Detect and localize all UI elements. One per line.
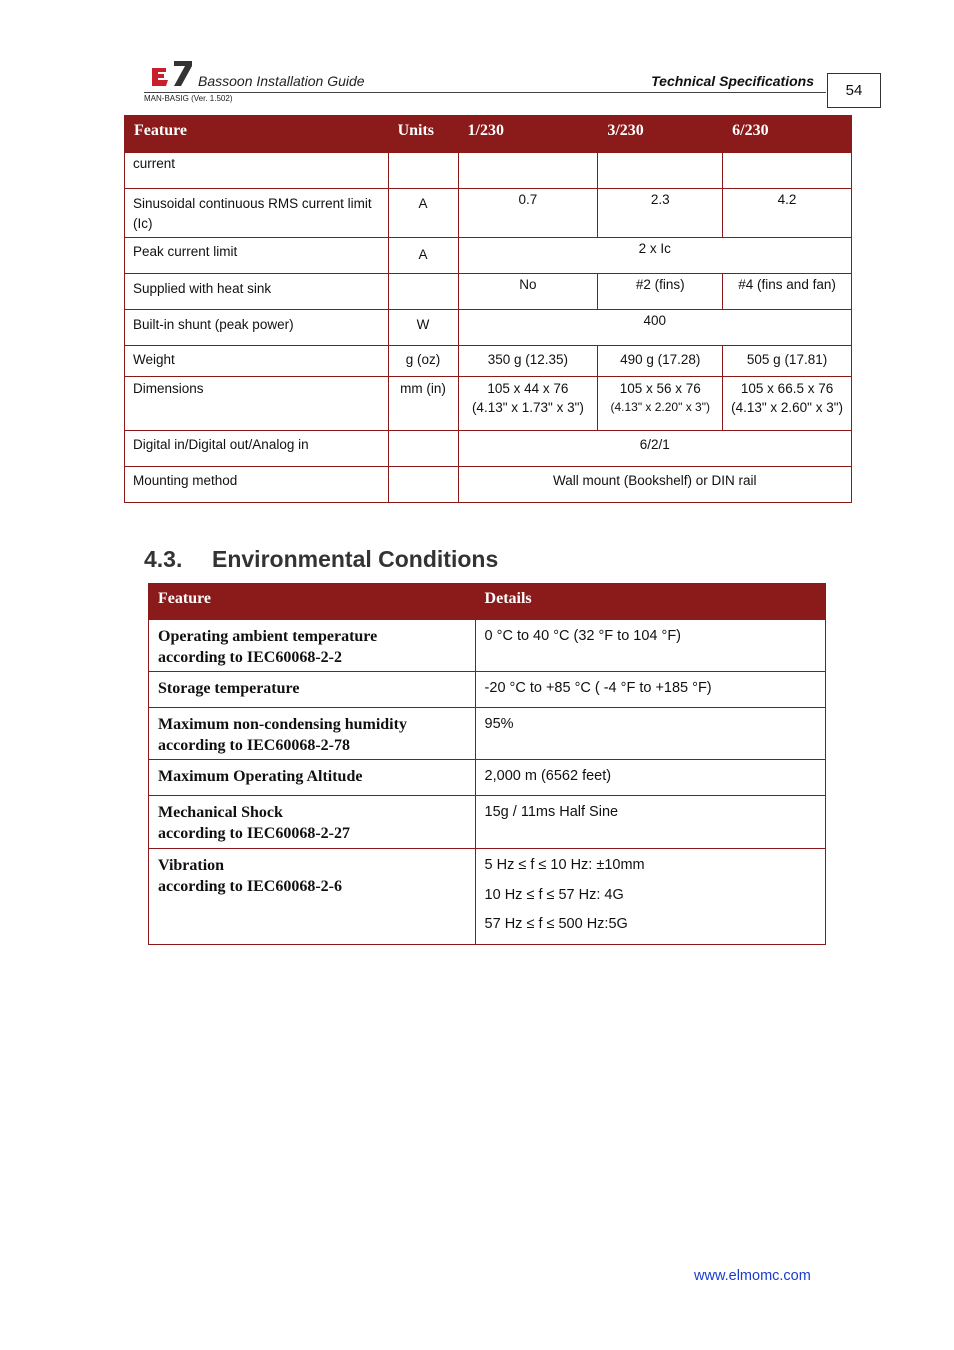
env-feature-cell <box>149 849 476 945</box>
col-header-feature: Feature <box>149 584 476 620</box>
value-cell <box>458 153 598 189</box>
dimension-in: (4.13" x 1.73" x 3") <box>471 400 584 415</box>
table-row <box>125 377 852 431</box>
feature-cell: Built-in shunt (peak power) <box>125 310 389 346</box>
value-cell: 490 g (17.28) <box>598 346 723 377</box>
value-cell-merged: 2 x Ic <box>458 238 851 274</box>
value-cell <box>723 153 852 189</box>
feature-name: Vibration <box>158 857 225 874</box>
feature-standard: according to IEC60068-2-6 <box>158 878 342 895</box>
feature-name: Maximum non-condensing humidity <box>158 716 407 733</box>
table-row <box>125 310 852 346</box>
table-row <box>149 672 826 708</box>
table-row <box>125 431 852 467</box>
feature-cell: Weight <box>125 346 389 377</box>
env-feature-cell <box>149 796 476 849</box>
feature-standard: according to IEC60068-2-27 <box>158 825 350 842</box>
table-row <box>149 849 826 945</box>
dimension-mm: 105 x 66.5 x 76 <box>740 381 834 396</box>
col-header-units: Units <box>388 116 458 153</box>
feature-standard: according to IEC60068-2-78 <box>158 737 350 754</box>
elmo-logo-icon <box>148 60 192 88</box>
env-detail-cell: 95% <box>475 708 825 760</box>
table-row <box>149 760 826 796</box>
env-feature-cell: Maximum Operating Altitude <box>149 760 476 796</box>
value-cell: No <box>458 274 598 310</box>
units-cell: mm (in) <box>388 377 458 431</box>
feature-name: Operating ambient temperature <box>158 628 378 645</box>
col-header-feature: Feature <box>125 116 389 153</box>
website-link[interactable]: www.elmomc.com <box>694 1268 811 1284</box>
vibration-range: 57 Hz ≤ f ≤ 500 Hz:5G <box>484 916 628 932</box>
feature-cell: Sinusoidal continuous RMS current limit (Ic) <box>125 189 389 238</box>
page-header <box>144 58 828 104</box>
value-cell-merged: 400 <box>458 310 851 346</box>
feature-cell: Dimensions <box>125 377 389 431</box>
col-header-6-230: 6/230 <box>723 116 852 153</box>
env-header-row <box>149 584 826 620</box>
environmental-table <box>148 583 826 945</box>
value-cell: 4.2 <box>723 189 852 238</box>
value-cell: 505 g (17.81) <box>723 346 852 377</box>
table-row <box>125 189 852 238</box>
spec-header-row <box>125 116 852 153</box>
env-detail-cell: 15g / 11ms Half Sine <box>475 796 825 849</box>
env-feature-cell: Storage temperature <box>149 672 476 708</box>
table-row <box>125 346 852 377</box>
value-cell <box>458 377 598 431</box>
document-code: MAN-BASIG (Ver. 1.502) <box>144 94 233 103</box>
dimension-mm: 105 x 44 x 76 <box>487 381 569 396</box>
units-cell <box>388 467 458 503</box>
value-cell <box>598 153 723 189</box>
units-cell: A <box>388 189 458 238</box>
dimension-in: (4.13" x 2.60" x 3") <box>731 400 844 415</box>
table-row <box>125 274 852 310</box>
feature-cell: Digital in/Digital out/Analog in <box>125 431 389 467</box>
value-cell <box>723 377 852 431</box>
env-detail-cell: 0 °C to 40 °C (32 °F to 104 °F) <box>475 620 825 672</box>
env-detail-cell: 2,000 m (6562 feet) <box>475 760 825 796</box>
value-cell: 2.3 <box>598 189 723 238</box>
feature-cell: Peak current limit <box>125 238 389 274</box>
value-cell-merged: Wall mount (Bookshelf) or DIN rail <box>458 467 851 503</box>
table-row <box>125 238 852 274</box>
value-cell <box>598 377 723 431</box>
value-cell: 350 g (12.35) <box>458 346 598 377</box>
feature-name: Mechanical Shock <box>158 804 283 821</box>
value-cell: #2 (fins) <box>598 274 723 310</box>
feature-cell: current <box>125 153 389 189</box>
table-row <box>125 153 852 189</box>
dimension-mm: 105 x 56 x 76 <box>619 381 701 396</box>
units-cell: g (oz) <box>388 346 458 377</box>
spec-table <box>124 115 852 503</box>
col-header-details: Details <box>475 584 825 620</box>
section-heading-title: Environmental Conditions <box>212 546 499 572</box>
page-number: 54 <box>827 73 881 108</box>
value-cell-merged: 6/2/1 <box>458 431 851 467</box>
env-detail-cell <box>475 849 825 945</box>
section-number: 4.3. <box>144 546 183 572</box>
units-cell: A <box>388 238 458 274</box>
value-cell: 0.7 <box>458 189 598 238</box>
feature-cell: Supplied with heat sink <box>125 274 389 310</box>
col-header-1-230: 1/230 <box>458 116 598 153</box>
env-feature-cell <box>149 708 476 760</box>
table-row <box>149 708 826 760</box>
units-cell: W <box>388 310 458 346</box>
env-feature-cell <box>149 620 476 672</box>
feature-cell: Mounting method <box>125 467 389 503</box>
vibration-range: 10 Hz ≤ f ≤ 57 Hz: 4G <box>484 886 624 903</box>
table-row <box>149 620 826 672</box>
section-heading <box>144 546 498 573</box>
header-divider <box>144 92 826 93</box>
env-detail-cell: -20 °C to +85 °C ( -4 °F to +185 °F) <box>475 672 825 708</box>
units-cell <box>388 153 458 189</box>
units-cell <box>388 431 458 467</box>
units-cell <box>388 274 458 310</box>
vibration-range: 5 Hz ≤ f ≤ 10 Hz: ±10mm <box>484 857 645 873</box>
dimension-in: (4.13" x 2.20" x 3") <box>610 400 710 414</box>
feature-standard: according to IEC60068-2-2 <box>158 649 342 666</box>
document-title: Bassoon Installation Guide <box>198 73 365 89</box>
col-header-3-230: 3/230 <box>598 116 723 153</box>
section-title: Technical Specifications <box>651 73 814 89</box>
table-row <box>149 796 826 849</box>
table-row <box>125 467 852 503</box>
value-cell: #4 (fins and fan) <box>723 274 852 310</box>
